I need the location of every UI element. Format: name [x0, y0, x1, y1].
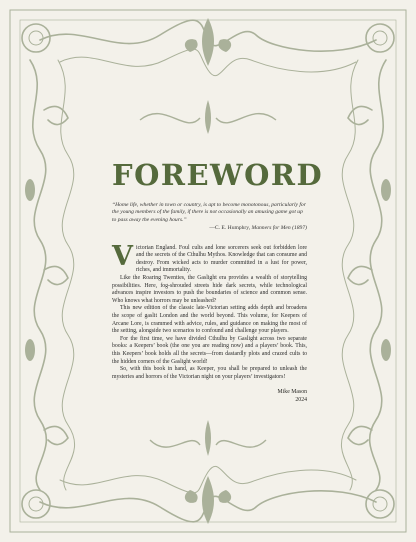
signature	[112, 389, 307, 404]
foreword-content	[112, 158, 324, 405]
paragraph-5: So, with this book in hand, as Keeper, you shall be prepared to unleash the mysteries and horrors of the Victorian night on your players’ investigators!	[112, 366, 307, 380]
drop-cap: V	[112, 240, 133, 272]
epigraph-quote: “Home life, whether in town or country, is apt to become monotonous, particularly for the young members of the family, if there is not occasionally an amusing game got up to pass away the evening hours.”	[112, 202, 306, 223]
paragraph-1	[112, 240, 307, 275]
paragraph-4: For the first time, we have divided Cthulhu by Gaslight across two separate books: a Keepers’ book (the one you are reading now) and a players’ book. This, this Keepers’ book holds all the secrets—from dastardly plots and crazed cults to the hidden corners of the Gaslight world!	[112, 335, 307, 365]
paragraph-3: This new edition of the classic late-Victorian setting adds depth and broadens the scope of gaslit London and the world beyond. This volume, for Keepers of Arcane Lore, is crammed with advice, rules, and guidance on making the most of the setting, alongside two scenarios to confound and challenge your players.	[112, 305, 307, 335]
epigraph-work: Manners for Men (1897)	[251, 225, 307, 232]
page-title: FOREWORD	[112, 158, 324, 192]
foreword-body	[112, 240, 307, 382]
signature-year: 2024	[295, 396, 307, 403]
paragraph-2: Like the Roaring Twenties, the Gaslight era provides a wealth of storytelling possibilities. Here, fog-shrouded streets hide dark secrets, while technological advances inspire investors to push the boundaries of science and common sense. Who knows what horrors may be unleashed?	[112, 275, 307, 304]
epigraph-author: —C. E. Humphry,	[209, 225, 252, 232]
signature-name: Mike Mason	[277, 389, 307, 396]
epigraph-attribution	[112, 225, 307, 232]
paragraph-1-text: ictorian England. Foul cults and lone sorcerers seek out forbidden lore and the secrets of the Cthulhu Mythos. Knowledge that can consume and destroy. From wicked acts to murder committed in a lust for power, riches, and immortality.	[135, 244, 307, 274]
